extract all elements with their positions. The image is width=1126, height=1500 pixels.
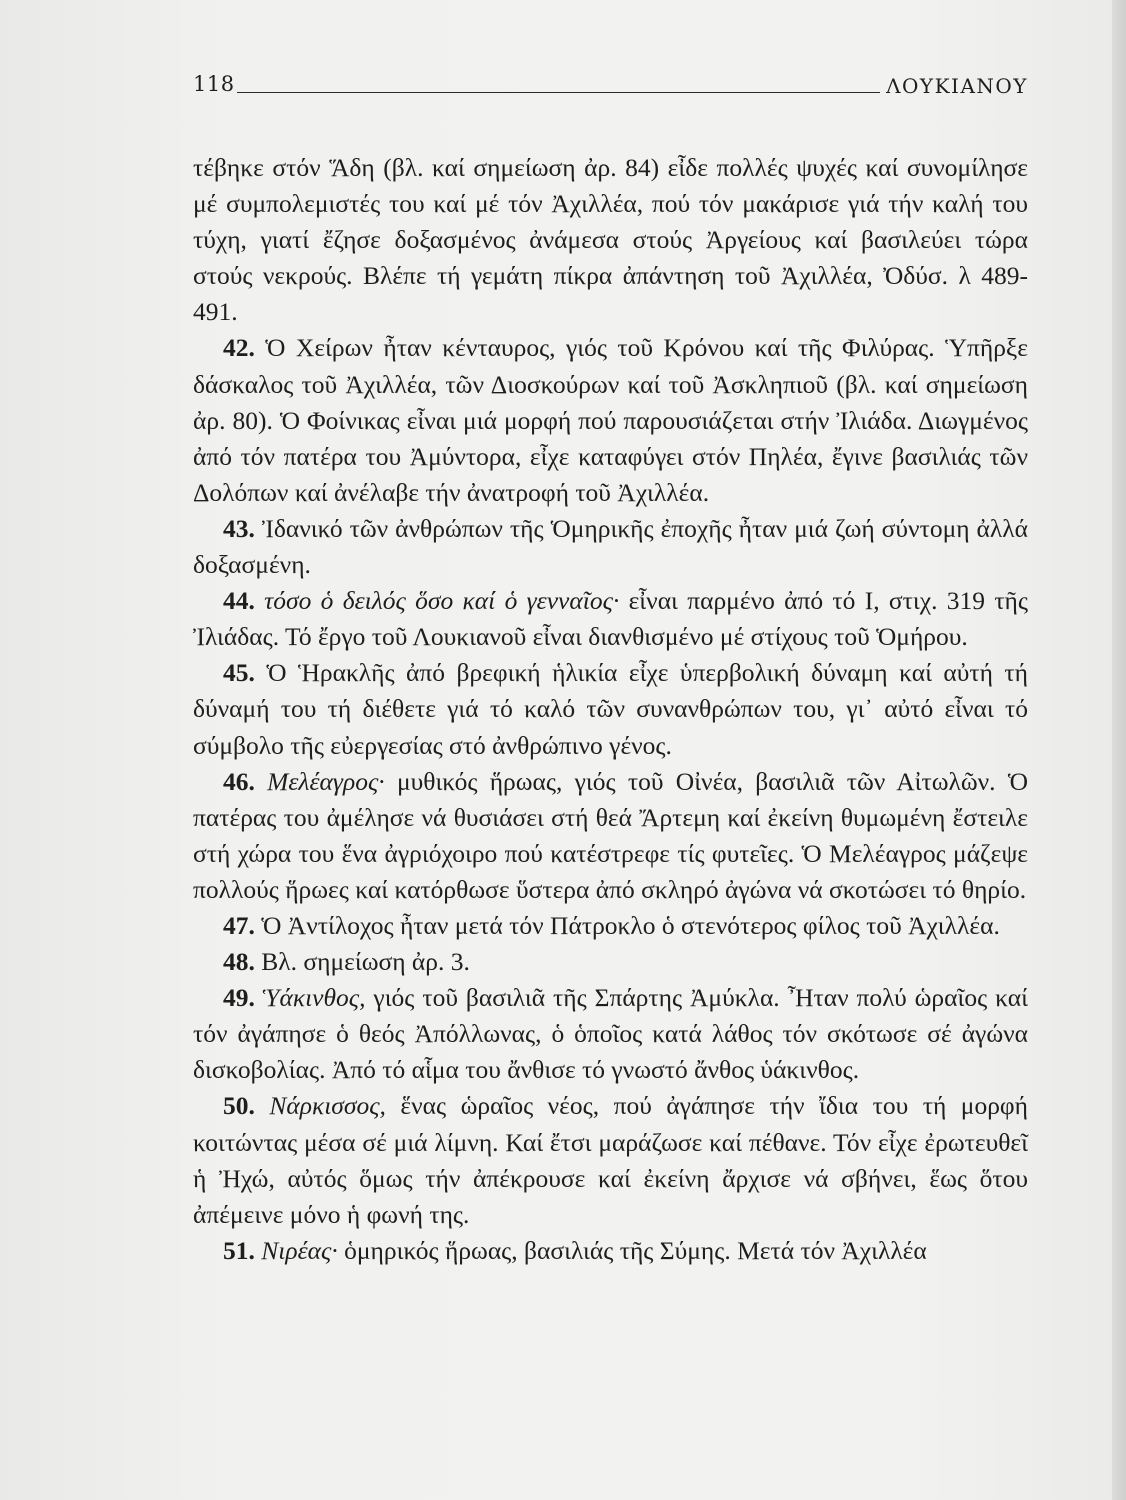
notes-body xyxy=(193,150,1028,1269)
note-number: 49. xyxy=(223,983,255,1013)
note-text: μυθικός ἥρωας, γιός τοῦ Οἰνέα, βασιλιᾶ τῶν Αἰτωλῶν. Ὁ πατέρας του ἀμέλησε νά θυσιάσει στή θεά Ἄρτεμη καί ἐκείνη θυμωμένη ἔστειλε στή χώρα του ἕνα ἀγριόχοιρο πού κατέστρεφε τίς φυτεῖες. Ὁ Μελέαγρος μάζεψε πολλούς ἥρωες καί κατόρθωσε ὕστερα ἀπό σκληρό ἀγώνα νά σκοτώσει τό θηρίο. xyxy=(193,766,1028,904)
note-number: 46. xyxy=(223,766,255,796)
note-number: 42. xyxy=(223,333,255,363)
note-number: 44. xyxy=(223,586,255,616)
note-46 xyxy=(193,764,1028,908)
note-term: Ὑάκινθος, xyxy=(254,983,366,1013)
note-text: Ὁ Χείρων ἦταν κένταυρος, γιός τοῦ Κρόνου καί τῆς Φιλύρας. Ὑπῆρξε δάσκαλος τοῦ Ἀχιλλέα, τῶν Διοσκούρων καί τοῦ Ἀσκληπιοῦ (βλ. καί σημείωση ἀρ. 80). Ὁ Φοίνικας εἶναι μιά μορφή πού παρουσιάζεται στήν Ἰλιάδα. Διωγμένος ἀπό τόν πατέρα του Ἀμύντορα, εἶχε καταφύγει στόν Πηλέα, ἔγινε βασιλιάς τῶν Δολόπων καί ἀνέλαβε τήν ἀνατροφή τοῦ Ἀχιλλέα. xyxy=(193,333,1028,507)
note-text: τέβηκε στόν Ἅδη (βλ. καί σημείωση ἀρ. 84) εἶδε πολλές ψυχές καί συνομίλησε μέ συμπολεμιστές του καί μέ τόν Ἀχιλλέα, πού τόν μακάρισε γιά τήν καλή του τύχη, γιατί ἔζησε δοξασμένος ἀνάμεσα στούς Ἀργείους καί βασιλεύει τώρα στούς νεκρούς. Βλέπε τή γεμάτη πίκρα ἀπάντηση τοῦ Ἀχιλλέα, Ὀδύσ. λ 489-491. xyxy=(193,153,1028,327)
note-text: Ἰδανικό τῶν ἀνθρώπων τῆς Ὁμηρικῆς ἐποχῆς ἦταν μιά ζωή σύντομη ἀλλά δοξασμένη. xyxy=(193,513,1028,580)
note-44 xyxy=(193,583,1028,655)
page-number: 118 xyxy=(193,72,235,96)
page-header xyxy=(193,72,1028,102)
note-number: 51. xyxy=(223,1235,255,1265)
note-number: 45. xyxy=(223,658,255,688)
note-number: 48. xyxy=(223,947,255,977)
note-text: εἶναι παρμένο ἀπό τό Ι, στιχ. 319 τῆς Ἰλιάδας. Τό ἔργο τοῦ Λουκιανοῦ εἶναι διανθισμένο μέ στίχους τοῦ Ὁμήρου. xyxy=(193,586,1028,652)
page-edge-shadow xyxy=(1112,0,1126,1500)
note-47 xyxy=(193,908,1028,944)
note-text: Ὁ Ἡρακλῆς ἀπό βρεφική ἡλικία εἶχε ὑπερβολική δύναμη καί αὐτή τή δύναμή του τή διέθετε γιά τό καλό τῶν συνανθρώπων του, γι᾿ αὐτό εἶναι τό σύμβολο τῆς εὐεργεσίας στό ἀνθρώπινο γένος. xyxy=(193,658,1028,760)
note-51 xyxy=(193,1233,1028,1269)
header-rule xyxy=(237,92,880,93)
note-number: 43. xyxy=(223,513,255,543)
note-number: 47. xyxy=(223,910,255,940)
note-text: Ὁ Ἀντίλοχος ἦταν μετά τόν Πάτροκλο ὁ στενότερος φίλος τοῦ Ἀχιλλέα. xyxy=(254,910,1000,940)
note-43 xyxy=(193,511,1028,583)
note-number: 50. xyxy=(223,1091,255,1121)
note-text: ἕνας ὡραῖος νέος, πού ἀγάπησε τήν ἴδια του τή μορφή κοιτώντας μέσα σέ μιά λίμνη. Καί ἔτσι μαράζωσε καί πέθανε. Τόν εἶχε ἐρωτευθεῖ ἡ Ἠχώ, αὐτός ὅμως τήν ἀπέκρουσε καί ἐκείνη ἄρχισε νά σβήνει, ἕως ὅτου ἀπέμεινε μόνο ἡ φωνή της. xyxy=(193,1091,1028,1229)
note-text: ὁμηρικός ἥρωας, βασιλιάς τῆς Σύμης. Μετά τόν Ἀχιλλέα xyxy=(337,1235,927,1265)
note-text: Βλ. σημείωση ἀρ. 3. xyxy=(254,947,470,977)
note-continuation xyxy=(193,150,1028,330)
note-term: Νάρκισσος, xyxy=(254,1091,386,1121)
note-term: Μελέαγρος· xyxy=(254,766,385,796)
note-45 xyxy=(193,655,1028,763)
note-42 xyxy=(193,330,1028,510)
note-49 xyxy=(193,980,1028,1088)
note-50 xyxy=(193,1088,1028,1232)
running-title: ΛΟΥΚΙΑΝΟΥ xyxy=(886,74,1028,98)
note-term: τόσο ὁ δειλός ὅσο καί ὁ γενναῖος· xyxy=(254,586,620,616)
note-48 xyxy=(193,944,1028,980)
note-text: γιός τοῦ βασιλιᾶ τῆς Σπάρτης Ἀμύκλα. Ἦταν πολύ ὡραῖος καί τόν ἀγάπησε ὁ θεός Ἀπόλλωνας, ὁ ὁποῖος κατά λάθος τόν σκότωσε σέ ἀγώνα δισκοβολίας. Ἀπό τό αἷμα του ἄνθισε τό γνωστό ἄνθος ὑάκινθος. xyxy=(193,983,1028,1085)
note-term: Νιρέας· xyxy=(254,1235,338,1265)
